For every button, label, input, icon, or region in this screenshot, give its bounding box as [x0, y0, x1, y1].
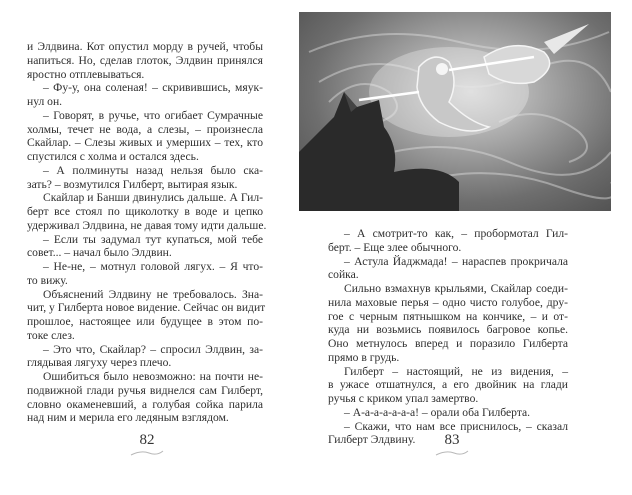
text-line: Скайлар и Банши двинулись дальше. А Гил- — [43, 191, 263, 205]
text-line: совет... – начал было Элдвин. — [27, 246, 172, 260]
illustration-cat-and-vision — [299, 12, 611, 211]
text-line: Ошибиться было невозможно: на почти не- — [43, 370, 263, 383]
right-page-text — [328, 227, 568, 447]
text-line: Гилберт Элдвину. — [328, 433, 416, 447]
text-line: удерживал Элдвина, не давая тому идти дальше. — [27, 218, 267, 232]
text-line: и Элдвина. Кот опустил морду в ручей, чтобы — [27, 40, 263, 53]
text-line: – Скажи, что нам все приснилось, – сказал — [344, 419, 568, 433]
text-line: Объяснений Элдвину не требовалось. Зна- — [43, 287, 263, 301]
text-line: спустился с холма и остался здесь. — [27, 150, 199, 163]
text-line: – А смотрит-то как, – пробормотал Гил- — [344, 227, 568, 240]
text-line: чит, у Гилберта новое видение. Сейчас он видит — [27, 301, 266, 315]
text-line: то вижу. — [27, 273, 68, 287]
text-line: зать? – возмутился Гилберт, вытирая язык. — [27, 177, 238, 191]
text-line: токе слез. — [27, 328, 75, 342]
page-number-right — [432, 432, 472, 457]
text-line: – А-а-а-а-а-а-а! – орали оба Гилберта. — [344, 405, 531, 419]
text-line: прошлое, настоящее или будущее в этом по- — [27, 315, 263, 328]
text-line: куда ни возьмись появилось багровое копье. — [328, 323, 568, 337]
text-line: яростно отплевываться. — [27, 67, 145, 81]
text-line: Сильно взмахнув крыльями, Скайлар соеди- — [344, 282, 568, 295]
text-line: – Астула Йаджмада! – нараспев прокричала — [344, 254, 568, 268]
page-number-text: 83 — [444, 432, 460, 448]
text-line: – Это что, Скайлар? – спросил Элдвин, за- — [43, 342, 263, 356]
text-line: словно окаменевший, а голубая сойка парила — [27, 397, 263, 411]
text-line: – Не-не, – мотнул головой лягух. – Я что- — [43, 260, 263, 273]
text-line: – А полминуты назад нельзя было ска- — [43, 163, 263, 177]
text-line: ручья с криком упал замертво. — [328, 392, 479, 405]
text-line: Оно метнулось вперед и поразило Гилберта — [328, 337, 568, 350]
page-number-text: 82 — [139, 432, 155, 448]
text-line: берт. – Еще злее обычного. — [328, 240, 462, 254]
text-line: – Если ты задумал тут купаться, мой тебе — [43, 232, 263, 246]
text-line: напиться. Но, сделав глоток, Элдвин принялся — [27, 53, 263, 67]
left-page-text — [27, 40, 267, 425]
text-line: – Говорят, в ручье, что огибает Сумрачные — [43, 108, 263, 122]
page-number-ornament-icon — [432, 449, 472, 457]
text-line: в ужасе отшатнулся, а его двойник на глади — [328, 378, 568, 392]
text-line: берт все стоял по щиколотку в воде и цепко — [27, 205, 263, 218]
text-line: холмы, течет не вода, а слезы, – произнесла — [27, 122, 263, 136]
page-number-ornament-icon — [127, 449, 167, 457]
text-line: нул он. — [27, 95, 63, 108]
text-line: глядывая лягуху через плечо. — [27, 356, 172, 370]
text-line: нила маховые перья – одно чисто голубое, дру- — [328, 295, 568, 309]
text-line: над ним и мерила его ледяным взглядом. — [27, 411, 229, 425]
text-line: прямо в грудь. — [328, 350, 400, 364]
text-line: сойка. — [328, 268, 359, 282]
text-line: гое с черным пятнышком на кончике, – и от- — [328, 309, 568, 323]
right-page — [316, 0, 632, 495]
page-number-left — [127, 432, 167, 457]
text-line: Гилберт – настоящий, не из видения, – — [344, 364, 568, 378]
text-line: Скайлар. – Слезы живых и умерших – тех, кто — [27, 136, 263, 150]
text-line: подвижной глади ручья виднелся сам Гилберт, — [27, 383, 263, 397]
text-line: – Фу-у, она соленая! – скривившись, мяук- — [43, 81, 263, 95]
